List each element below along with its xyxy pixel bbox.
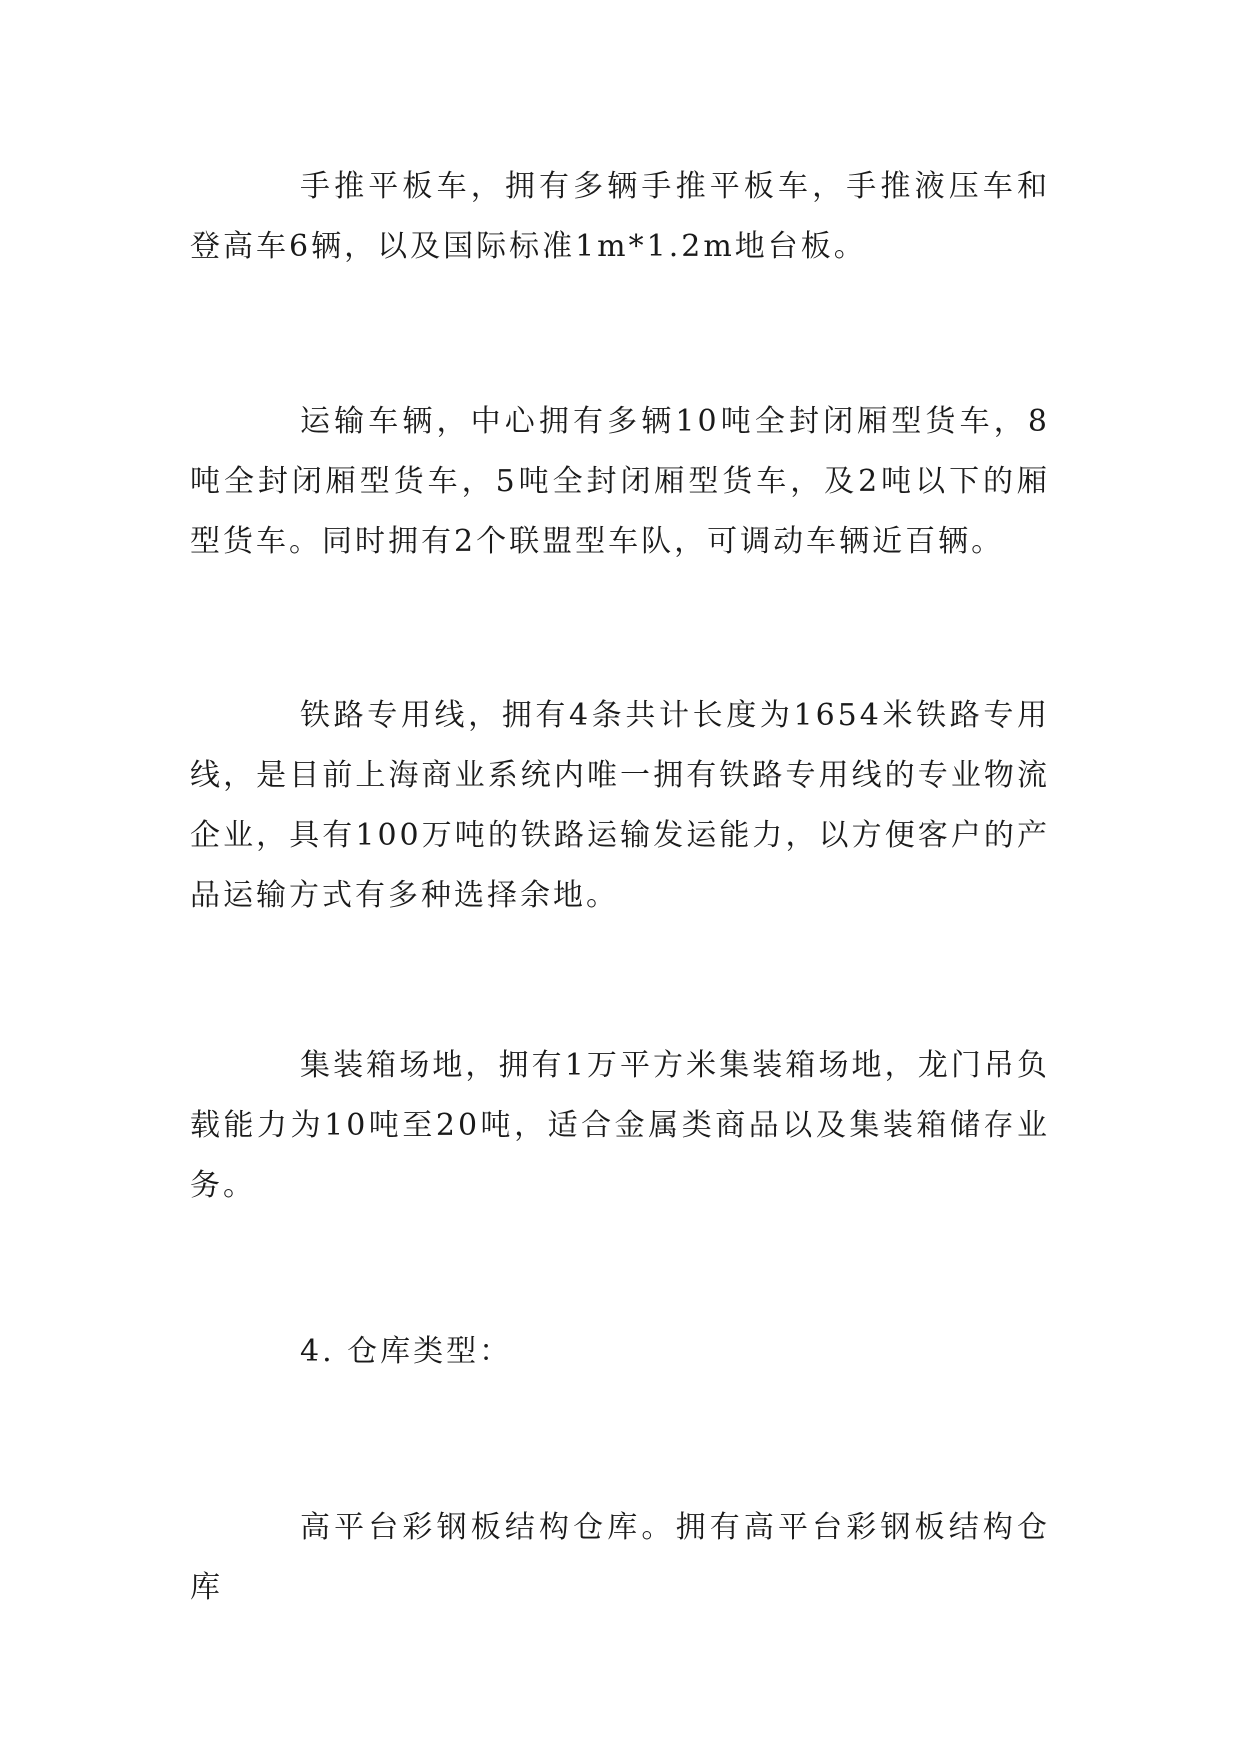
paragraph-steel-warehouse: 高平台彩钢板结构仓库。拥有高平台彩钢板结构仓库 xyxy=(190,1510,1050,1605)
paragraph-railway-line: 铁路专用线，拥有4条共计长度为1654米铁路专用线，是目前上海商业系统内唯一拥有铁路专用线的专业物流企业，具有100万吨的铁路运输发运能力，以方便客户的产品运输方式有多种选择余地。 xyxy=(190,698,1050,913)
paragraph-flatbed-carts: 手推平板车，拥有多辆手推平板车，手推液压车和登高车6辆，以及国际标准1m*1.2m地台板。 xyxy=(190,169,1050,264)
paragraph-container-yard: 集装箱场地，拥有1万平方米集装箱场地，龙门吊负载能力为10吨至20吨，适合金属类商品以及集装箱储存业务。 xyxy=(190,1048,1050,1203)
section-heading-warehouse-types: 4. 仓库类型： xyxy=(300,1334,513,1369)
paragraph-transport-vehicles: 运输车辆，中心拥有多辆10吨全封闭厢型货车，8吨全封闭厢型货车，5吨全封闭厢型货车，及2吨以下的厢型货车。同时拥有2个联盟型车队，可调动车辆近百辆。 xyxy=(190,404,1050,559)
